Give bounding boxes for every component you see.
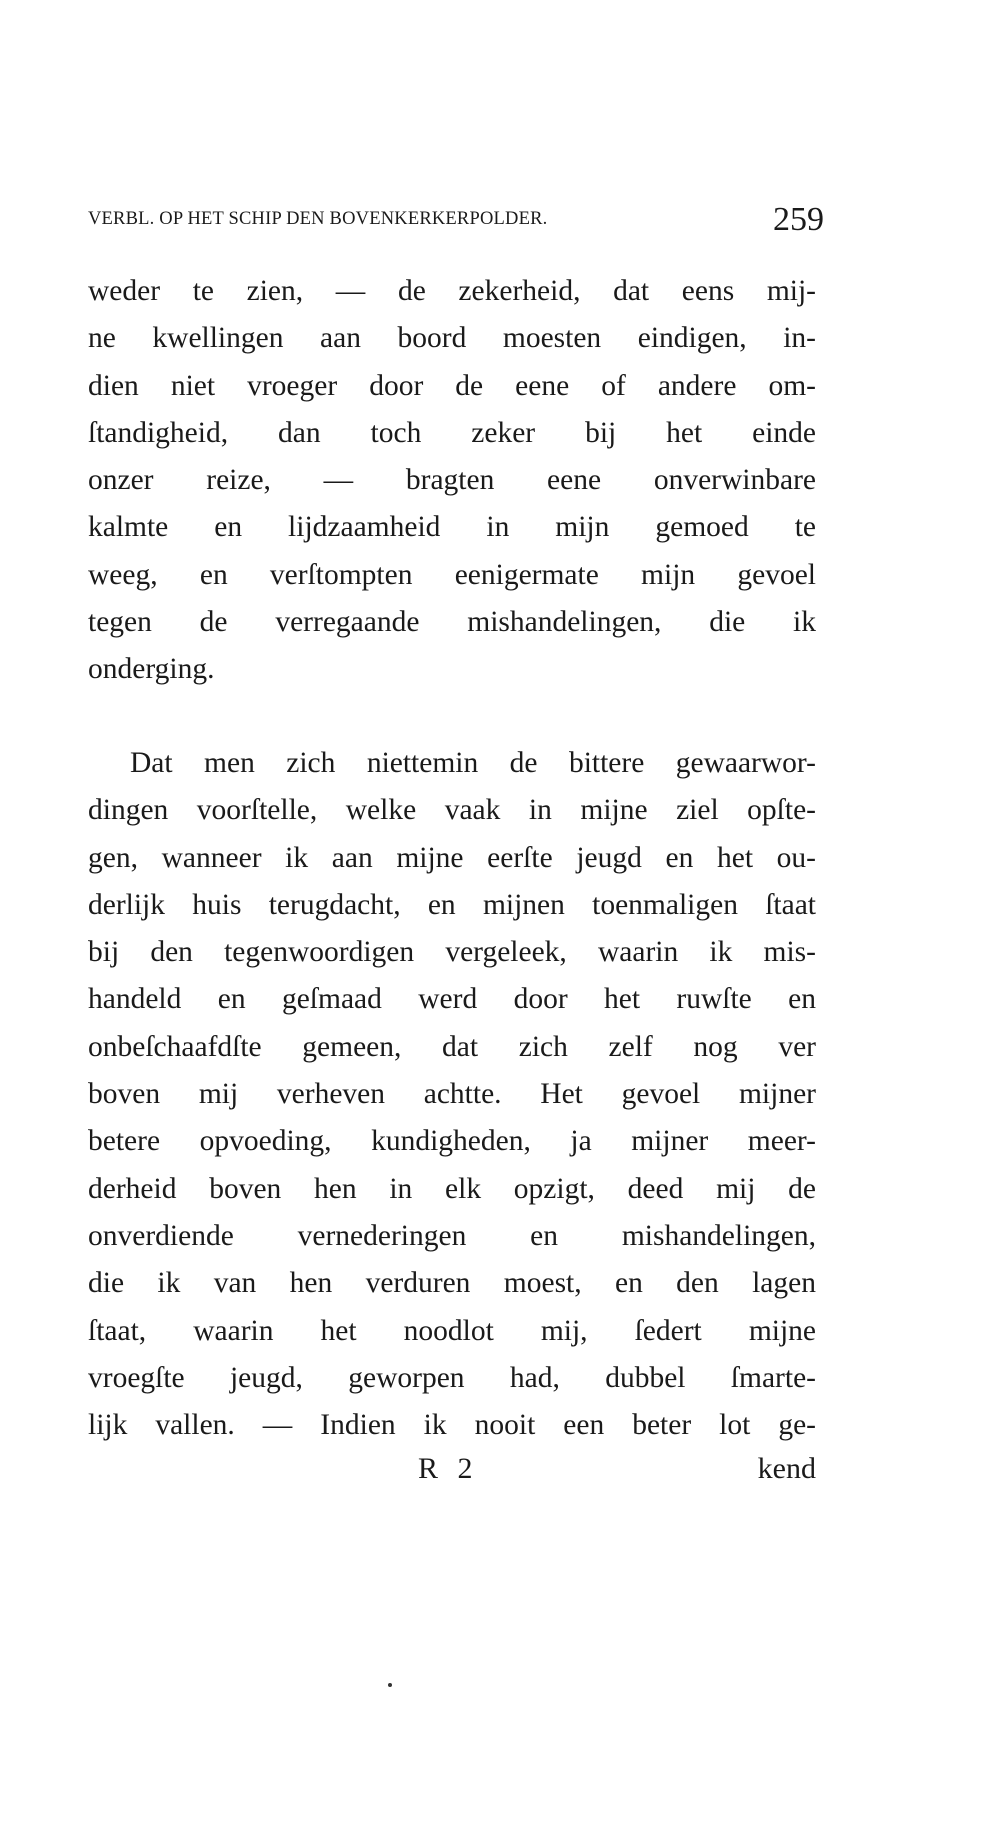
text-line: onzer reize, — bragten eene onverwinbare [88, 464, 816, 497]
page-footer [88, 1452, 816, 1500]
text-line: gen, wanneer ik aan mijne eerſte jeugd en het ou- [88, 841, 816, 874]
text-line: betere opvoeding, kundigheden, ja mijner meer- [88, 1125, 816, 1158]
running-head [88, 201, 824, 241]
text-line: ne kwellingen aan boord moesten eindigen, in- [88, 322, 816, 355]
text-line: handeld en geſmaad werd door het ruwſte en [88, 983, 816, 1016]
text-line: kalmte en lijdzaamheid in mijn gemoed te [88, 511, 816, 544]
text-line: die ik van hen verduren moest, en den lagen [88, 1267, 816, 1300]
text-line: dingen voorſtelle, welke vaak in mijne ziel opſte- [88, 794, 816, 827]
text-line: onderging. [88, 653, 215, 686]
paragraph-2 [88, 740, 816, 1449]
text-line: derheid boven hen in elk opzigt, deed mij de [88, 1172, 816, 1205]
text-line: lijk vallen. — Indien ik nooit een beter lot ge- [88, 1409, 816, 1442]
running-title: VERBL. OP HET SCHIP DEN BOVENKERKERPOLDER. [88, 209, 548, 229]
text-line: weder te zien, — de zekerheid, dat eens mij- [88, 275, 816, 307]
catchword: kend [757, 1452, 816, 1485]
text-line: boven mij verheven achtte. Het gevoel mijner [88, 1078, 816, 1111]
text-line: ſtandigheid, dan toch zeker bij het einde [88, 416, 816, 449]
signature-mark: R 2 [418, 1452, 479, 1485]
text-line: onverdiende vernederingen en mishandelingen, [88, 1219, 816, 1252]
text-line: bij den tegenwoordigen vergeleek, waarin ik mis- [88, 936, 816, 969]
paragraph-1 [88, 268, 816, 694]
page-number: 259 [773, 201, 824, 238]
ink-speck [388, 1683, 392, 1687]
text-line: dien niet vroeger door de eene of andere om- [88, 369, 816, 402]
text-line: vroegſte jeugd, geworpen had, dubbel ſmarte- [88, 1361, 816, 1394]
text-line: Dat men zich niettemin de bittere gewaarwor- [130, 747, 816, 779]
text-line: ſtaat, waarin het noodlot mij, ſedert mijne [88, 1314, 816, 1347]
text-line: onbeſchaafdſte gemeen, dat zich zelf nog ver [88, 1030, 816, 1063]
text-line: weeg, en verſtompten eenigermate mijn gevoel [88, 558, 816, 591]
text-line: tegen de verregaande mishandelingen, die ik [88, 606, 816, 639]
text-line: derlijk huis terugdacht, en mijnen toenmaligen ſtaat [88, 888, 816, 921]
